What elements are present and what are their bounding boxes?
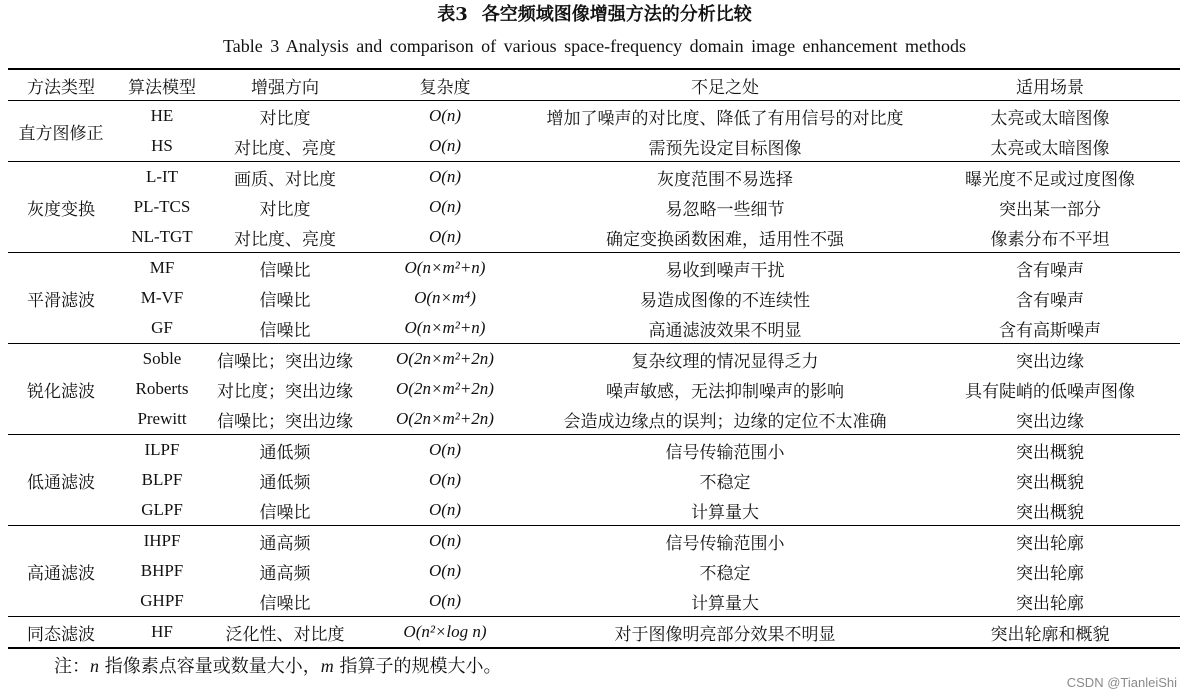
cell-complexity: O(n) bbox=[428, 197, 462, 216]
table-row bbox=[8, 435, 1180, 466]
table-row bbox=[8, 586, 1180, 617]
header-complexity: 复杂度 bbox=[419, 77, 471, 98]
header-enhancement-direction: 增强方向 bbox=[251, 77, 319, 98]
cell-complexity: O(2n×m²+2n) bbox=[396, 379, 494, 398]
cell-scenario: 突出概貌 bbox=[1016, 472, 1084, 493]
header-algorithm-model: 算法模型 bbox=[128, 77, 196, 98]
cell-shortcoming: 需预先设定目标图像 bbox=[648, 138, 802, 159]
cell-model: HS bbox=[151, 136, 173, 155]
cell-direction: 通高频 bbox=[259, 563, 311, 584]
table-row bbox=[8, 404, 1180, 435]
cell-direction: 通高频 bbox=[259, 533, 311, 554]
cell-shortcoming: 信号传输范围小 bbox=[665, 533, 785, 554]
cell-direction: 信噪比 bbox=[259, 290, 311, 311]
table-title-cn: 各空频域图像增强方法的分析比较 bbox=[481, 4, 752, 25]
table-body bbox=[8, 101, 1180, 649]
cell-direction: 信噪比 bbox=[259, 593, 311, 614]
table-row bbox=[8, 313, 1180, 344]
header-scenario: 适用场景 bbox=[1016, 77, 1084, 98]
cell-scenario: 突出概貌 bbox=[1016, 442, 1084, 463]
cell-direction: 信噪比 bbox=[259, 502, 311, 523]
table-row bbox=[8, 192, 1180, 222]
cell-shortcoming: 不稳定 bbox=[699, 472, 751, 493]
cell-model: MF bbox=[149, 258, 175, 277]
cell-model: HE bbox=[150, 106, 174, 125]
cell-direction: 通低频 bbox=[259, 442, 311, 463]
cell-method-type: 同态滤波 bbox=[27, 624, 95, 645]
cell-model: Soble bbox=[142, 349, 182, 368]
cell-complexity: O(n×m⁴) bbox=[414, 288, 476, 307]
cell-direction: 对比度；突出边缘 bbox=[217, 381, 353, 402]
cell-direction: 对比度、亮度 bbox=[234, 138, 336, 159]
cell-model: M-VF bbox=[140, 288, 184, 307]
cell-shortcoming: 不稳定 bbox=[699, 563, 751, 584]
cell-scenario: 突出边缘 bbox=[1016, 411, 1084, 432]
cell-scenario: 具有陡峭的低噪声图像 bbox=[965, 381, 1135, 402]
cell-model: BHPF bbox=[140, 561, 184, 580]
cell-shortcoming: 对于图像明亮部分效果不明显 bbox=[614, 624, 836, 645]
cell-complexity: O(n) bbox=[428, 440, 462, 459]
cell-direction: 通低频 bbox=[259, 472, 311, 493]
cell-complexity: O(n) bbox=[428, 106, 462, 125]
table-note bbox=[54, 654, 501, 679]
cell-model: HF bbox=[151, 622, 173, 641]
cell-scenario: 含有噪声 bbox=[1016, 290, 1084, 311]
cell-model: GLPF bbox=[141, 500, 183, 519]
table-row bbox=[8, 495, 1180, 526]
cell-shortcoming: 计算量大 bbox=[691, 502, 759, 523]
cell-scenario: 含有噪声 bbox=[1016, 260, 1084, 281]
cell-direction: 信噪比；突出边缘 bbox=[217, 411, 353, 432]
header-method-type: 方法类型 bbox=[27, 77, 95, 98]
table-row bbox=[8, 465, 1180, 495]
cell-scenario: 像素分布不平坦 bbox=[990, 229, 1110, 250]
cell-direction: 泛化性、对比度 bbox=[225, 624, 345, 645]
cell-shortcoming: 信号传输范围小 bbox=[665, 442, 785, 463]
cell-model: PL-TCS bbox=[133, 197, 191, 216]
table-row bbox=[8, 162, 1180, 193]
cell-shortcoming: 增加了噪声的对比度、降低了有用信号的对比度 bbox=[546, 108, 904, 129]
cell-scenario: 突出轮廓 bbox=[1016, 563, 1084, 584]
cell-complexity: O(n) bbox=[428, 531, 462, 550]
cell-shortcoming: 易收到噪声干扰 bbox=[665, 260, 785, 281]
table-title-en: Table 3 Analysis and comparison of various space-frequency domain image enhancement methods bbox=[222, 36, 966, 56]
note-text-1: 指像素点容量或数量大小， bbox=[99, 656, 321, 677]
cell-shortcoming: 复杂纹理的情况显得乏力 bbox=[631, 351, 819, 372]
table-row bbox=[8, 131, 1180, 162]
table-row bbox=[8, 222, 1180, 253]
cell-scenario: 突出轮廓 bbox=[1016, 593, 1084, 614]
cell-shortcoming: 易忽略一些细节 bbox=[665, 199, 785, 220]
cell-complexity: O(n×m²+n) bbox=[404, 318, 486, 337]
table-row bbox=[8, 556, 1180, 586]
cell-shortcoming: 计算量大 bbox=[691, 593, 759, 614]
cell-direction: 对比度 bbox=[259, 199, 311, 220]
table-caption-cn bbox=[0, 2, 1189, 28]
table-row bbox=[8, 374, 1180, 404]
cell-model: Roberts bbox=[135, 379, 189, 398]
table-row bbox=[8, 253, 1180, 284]
cell-complexity: O(n×m²+n) bbox=[404, 258, 486, 277]
cell-method-type: 高通滤波 bbox=[27, 563, 95, 584]
cell-shortcoming: 会造成边缘点的误判；边缘的定位不太准确 bbox=[563, 411, 887, 432]
cell-method-type: 直方图修正 bbox=[18, 123, 104, 144]
cell-shortcoming: 易造成图像的不连续性 bbox=[640, 290, 810, 311]
cell-complexity: O(2n×m²+2n) bbox=[396, 409, 494, 428]
cell-direction: 信噪比 bbox=[259, 320, 311, 341]
cell-scenario: 突出某一部分 bbox=[999, 199, 1101, 220]
note-text-2: 指算子的规模大小。 bbox=[333, 656, 502, 677]
header-shortcomings: 不足之处 bbox=[691, 77, 759, 98]
cell-complexity: O(n) bbox=[428, 227, 462, 246]
note-prefix: 注： bbox=[54, 656, 90, 677]
table-row bbox=[8, 617, 1180, 649]
cell-complexity: O(n) bbox=[428, 167, 462, 186]
note-var-n: n bbox=[90, 656, 99, 676]
cell-scenario: 曝光度不足或过度图像 bbox=[965, 169, 1135, 190]
cell-model: ILPF bbox=[144, 440, 180, 459]
watermark: CSDN @TianleiShi bbox=[1066, 675, 1177, 690]
cell-complexity: O(n) bbox=[428, 136, 462, 155]
cell-direction: 信噪比 bbox=[259, 260, 311, 281]
cell-scenario: 突出轮廓 bbox=[1016, 533, 1084, 554]
cell-scenario: 太亮或太暗图像 bbox=[990, 138, 1110, 159]
comparison-table bbox=[8, 68, 1180, 649]
cell-model: GHPF bbox=[140, 591, 184, 610]
note-var-m: m bbox=[320, 656, 334, 676]
cell-method-type: 灰度变换 bbox=[27, 199, 95, 220]
cell-model: Prewitt bbox=[137, 409, 187, 428]
cell-shortcoming: 高通滤波效果不明显 bbox=[648, 320, 802, 341]
cell-complexity: O(n) bbox=[428, 591, 462, 610]
table-row bbox=[8, 101, 1180, 132]
cell-scenario: 突出轮廓和概貌 bbox=[990, 624, 1110, 645]
cell-direction: 信噪比；突出边缘 bbox=[217, 351, 353, 372]
cell-scenario: 突出概貌 bbox=[1016, 502, 1084, 523]
cell-model: IHPF bbox=[143, 531, 181, 550]
cell-method-type: 平滑滤波 bbox=[27, 290, 95, 311]
cell-complexity: O(n) bbox=[428, 500, 462, 519]
cell-method-type: 低通滤波 bbox=[27, 472, 95, 493]
cell-model: BLPF bbox=[141, 470, 183, 489]
cell-scenario: 含有高斯噪声 bbox=[999, 320, 1101, 341]
cell-complexity: O(n²×log n) bbox=[403, 622, 487, 641]
cell-scenario: 太亮或太暗图像 bbox=[990, 108, 1110, 129]
cell-model: GF bbox=[151, 318, 173, 337]
header-row bbox=[8, 69, 1180, 101]
cell-complexity: O(n) bbox=[428, 561, 462, 580]
table-row bbox=[8, 526, 1180, 557]
table-row bbox=[8, 283, 1180, 313]
cell-shortcoming: 灰度范围不易选择 bbox=[657, 169, 793, 190]
cell-complexity: O(2n×m²+2n) bbox=[396, 349, 494, 368]
cell-complexity: O(n) bbox=[428, 470, 462, 489]
cell-shortcoming: 确定变换函数困难，适用性不强 bbox=[606, 229, 844, 250]
table-row bbox=[8, 344, 1180, 375]
cell-model: NL-TGT bbox=[131, 227, 193, 246]
cell-scenario: 突出边缘 bbox=[1016, 351, 1084, 372]
cell-direction: 对比度 bbox=[259, 108, 311, 129]
cell-method-type: 锐化滤波 bbox=[27, 381, 95, 402]
cell-direction: 画质、对比度 bbox=[234, 169, 336, 190]
table-number: 表3 bbox=[437, 4, 468, 25]
cell-shortcoming: 噪声敏感，无法抑制噪声的影响 bbox=[606, 381, 844, 402]
cell-model: L-IT bbox=[145, 167, 179, 186]
cell-direction: 对比度、亮度 bbox=[234, 229, 336, 250]
